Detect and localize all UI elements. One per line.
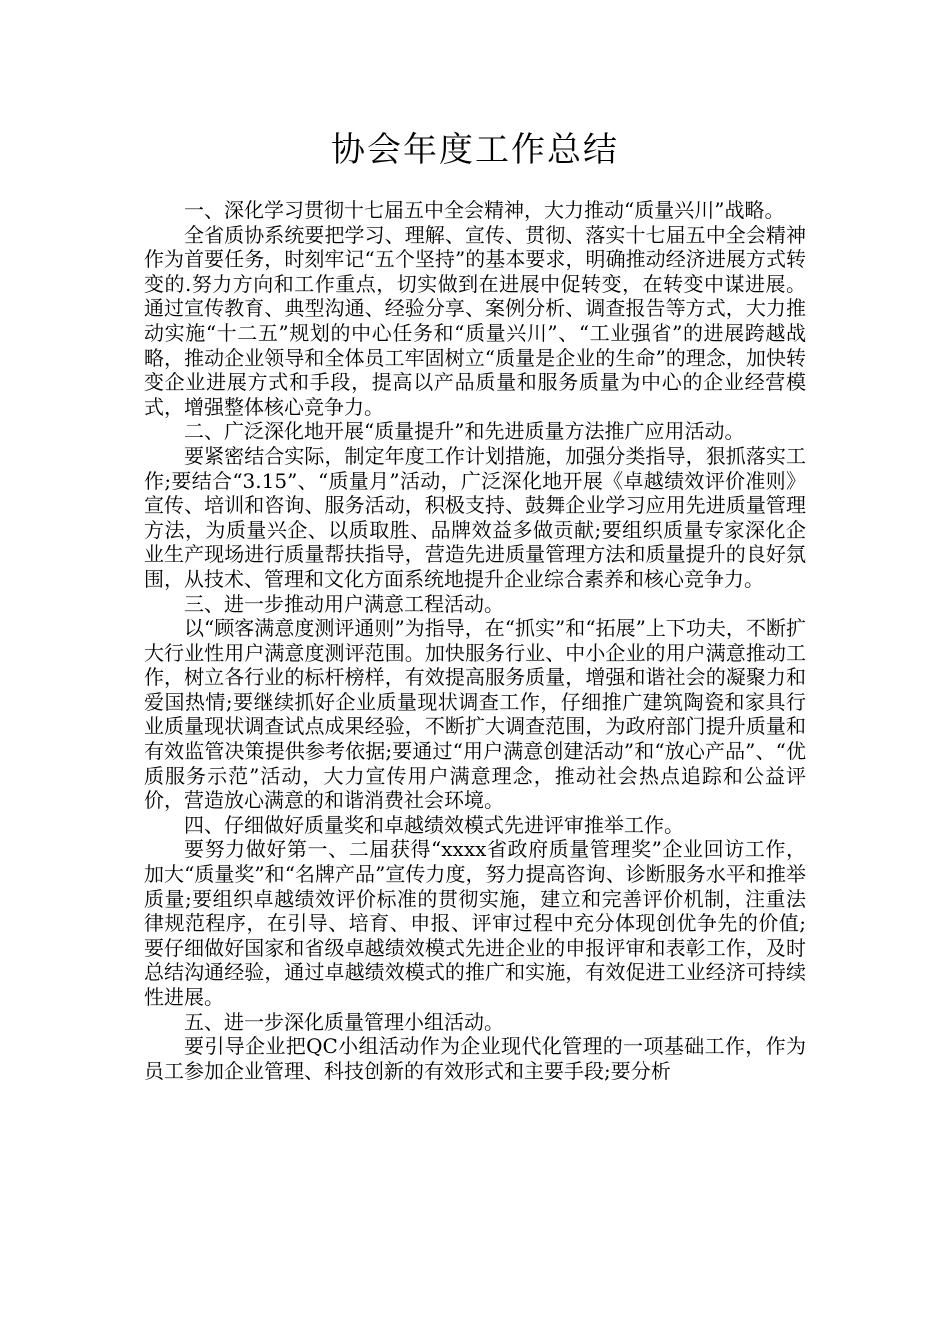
section-heading-3: 三、进一步推动用户满意工程活动。 bbox=[184, 591, 504, 616]
section-paragraph-2: 要紧密结合实际，制定年度工作计划措施，加强分类指导，狠抓落实工作;要结合“3.15”、“质量月”活动，广泛深化地开展《卓越绩效评价准则》宣传、培训和咨询、服务活动，积极支持、鼓舞企业学习应用先进质量管理方法，为质量兴企、以质取胜、品牌效益多做贡献;要组织质量专家深化企业生产现场进行质量帮扶指导，营造先进质量管理方法和质量提升的良好氛围，从技术、管理和文化方面系统地提升企业综合素养和核心竞争力。 bbox=[144, 443, 806, 591]
section-heading-4: 四、仔细做好质量奖和卓越绩效模式先进评审推举工作。 bbox=[184, 812, 684, 837]
section-heading-2: 二、广泛深化地开展“质量提升”和先进质量方法推广应用活动。 bbox=[184, 419, 745, 444]
document-body bbox=[144, 198, 806, 1083]
section-heading-1: 一、深化学习贯彻十七届五中全会精神，大力推动“质量兴川”战略。 bbox=[184, 198, 785, 222]
section-paragraph-4: 要努力做好第一、二届获得“xxxx省政府质量管理奖”企业回访工作，加大“质量奖”和“名牌产品”宣传力度，努力提高咨询、诊断服务水平和推举质量;要组织卓越绩效评价标准的贯彻实施，建立和完善评价机制，注重法律规范程序，在引导、培育、申报、评审过程中充分体现创优争先的价值;要仔细做好国家和省级卓越绩效模式先进企业的申报评审和表彰工作，及时总结沟通经验，通过卓越绩效模式的推广和实施，有效促进工业经济可持续性进展。 bbox=[144, 837, 806, 1009]
section-paragraph-5: 要引导企业把QC小组活动作为企业现代化管理的一项基础工作，作为员工参加企业管理、科技创新的有效形式和主要手段;要分析 bbox=[144, 1034, 806, 1083]
document-title: 协会年度工作总结 bbox=[331, 130, 619, 170]
section-paragraph-1: 全省质协系统要把学习、理解、宣传、贯彻、落实十七届五中全会精神作为首要任务，时刻牢记“五个坚持”的基本要求，明确推动经济进展方式转变的.努力方向和工作重点，切实做到在进展中促转变，在转变中谋进展。通过宣传教育、典型沟通、经验分享、案例分析、调查报告等方式，大力推动实施“十二五”规划的中心任务和“质量兴川”、“工业强省”的进展跨越战略，推动企业领导和全体员工牢固树立“质量是企业的生命”的理念，加快转变企业进展方式和手段，提高以产品质量和服务质量为中心的企业经营模式，增强整体核心竞争力。 bbox=[144, 222, 806, 419]
section-paragraph-3: 以“顾客满意度测评通则”为指导，在“抓实”和“拓展”上下功夫，不断扩大行业性用户满意度测评范围。加快服务行业、中小企业的用户满意推动工作，树立各行业的标杆榜样，有效提高服务质量，增强和谐社会的凝聚力和爱国热情;要继续抓好企业质量现状调查工作，仔细推广建筑陶瓷和家具行业质量现状调查试点成果经验，不断扩大调查范围，为政府部门提升质量和有效监管决策提供参考依据;要通过“用户满意创建活动”和“放心产品”、“优质服务示范”活动，大力宣传用户满意理念，推动社会热点追踪和公益评价，营造放心满意的和谐消费社会环境。 bbox=[144, 616, 806, 813]
section-heading-5: 五、进一步深化质量管理小组活动。 bbox=[184, 1009, 504, 1034]
